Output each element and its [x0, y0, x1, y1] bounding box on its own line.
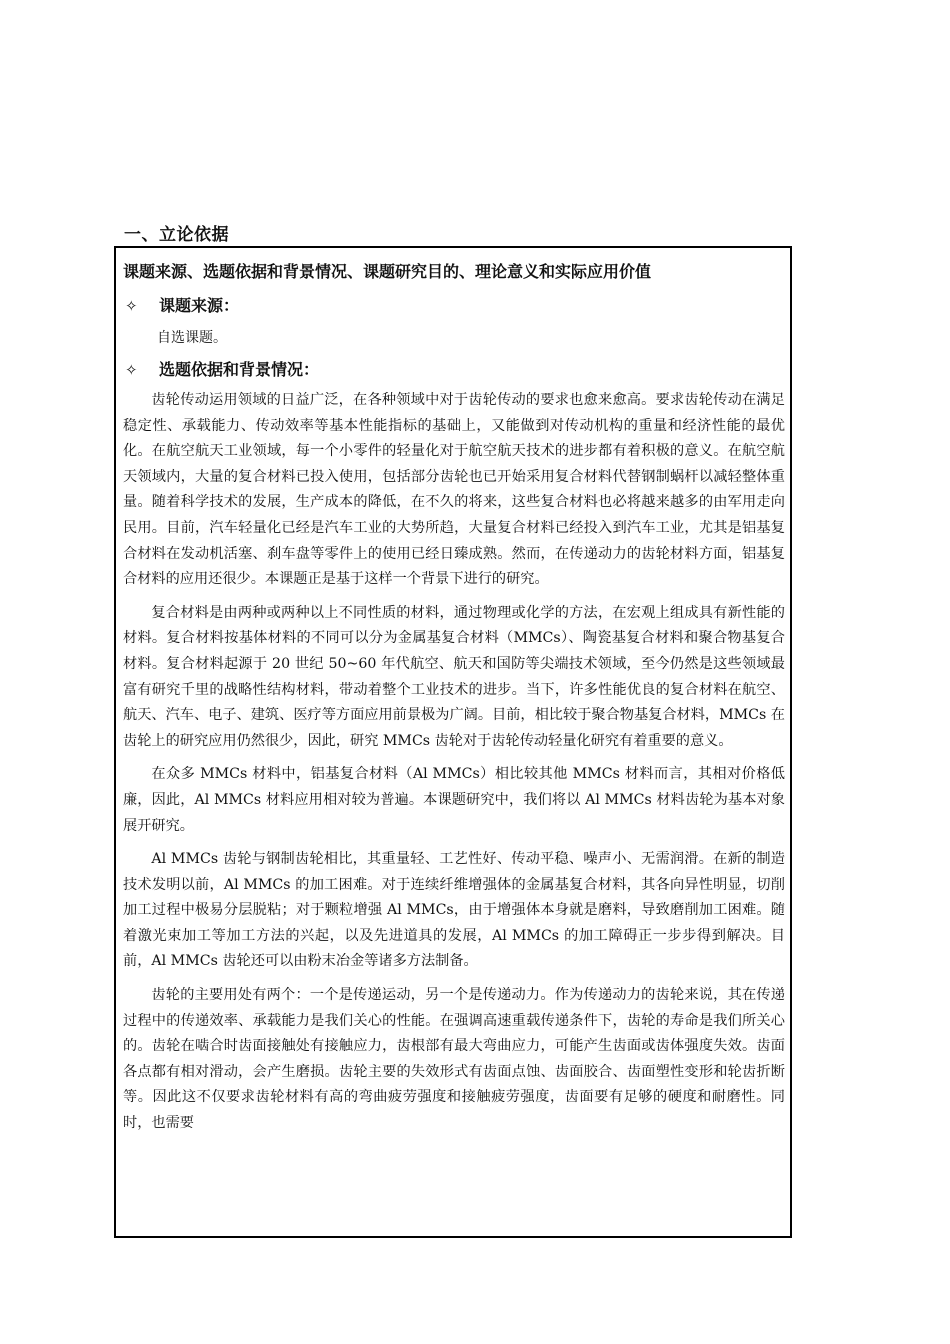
source-text: 自选课题。	[157, 330, 227, 346]
box-title: 课题来源、选题依据和背景情况、课题研究目的、理论意义和实际应用价值	[123, 262, 652, 281]
paragraph-2: 复合材料是由两种或两种以上不同性质的材料，通过物理或化学的方法，在宏观上组成具有新性能的材料。复合材料按基体材料的不同可以分为金属基复合材料（MMCs）、陶瓷基复合材料和聚合物基复合材料。复合材料起源于 20 世纪 50~60 年代航空、航天和国防等尖端技术领域，至今仍然是这些领域最富有研究千里的战略性结构材料，带动着整个工业技术的进步。当下，许多性能优良的复合材料在航空、航天、汽车、电子、建筑、医疗等方面应用前景极为广阔。目前，相比较于聚合物基复合材料，MMCs 在齿轮上的研究应用仍然很少，因此，研究 MMCs 齿轮对于齿轮传动轻量化研究有着重要的意义。	[123, 604, 785, 749]
source-heading	[123, 294, 785, 318]
paragraph-5: 齿轮的主要用处有两个：一个是传递运动，另一个是传递动力。作为传递动力的齿轮来说，其在传递过程中的传递效率、承载能力是我们关心的性能。在强调高速重载传递条件下，齿轮的寿命是我们所关心的。齿轮在啮合时齿面接触处有接触应力，齿根部有最大弯曲应力，可能产生齿面或齿体强度失效。齿面各点都有相对滑动，会产生磨损。齿轮主要的失效形式有齿面点蚀、齿面胶合、齿面塑性变形和轮齿折断等。因此这不仅要求齿轮材料有高的弯曲疲劳强度和接触疲劳强度，齿面要有足够的硬度和耐磨性。同时，也需要	[123, 987, 785, 1132]
background-heading-label: 选题依据和背景情况：	[159, 360, 320, 379]
source-section	[123, 294, 785, 350]
content-box-inner	[123, 260, 785, 1145]
paragraph-1: 齿轮传动运用领域的日益广泛，在各种领域中对于齿轮传动的要求也愈来愈高。要求齿轮传动在满足稳定性、承载能力、传动效率等基本性能指标的基础上，又能做到对传动机构的重量和经济性能的最优化。在航空航天工业领域，每一个小零件的轻量化对于航空航天技术的进步都有着积极的意义。在航空航天领域内，大量的复合材料已投入使用，包括部分齿轮也已开始采用复合材料代替钢制蜗杆以减轻整体重量。随着科学技术的发展，生产成本的降低，在不久的将来，这些复合材料也必将越来越多的由军用走向民用。目前，汽车轻量化已经是汽车工业的大势所趋，大量复合材料已经投入到汽车工业，尤其是铝基复合材料在发动机活塞、刹车盘等零件上的使用已经日臻成熟。然而，在传递动力的齿轮材料方面，铝基复合材料的应用还很少。本课题正是基于这样一个背景下进行的研究。	[123, 392, 785, 588]
source-heading-label: 课题来源：	[159, 296, 240, 315]
diamond-bullet-icon: ✧	[125, 361, 138, 379]
diamond-bullet-icon: ✧	[125, 297, 138, 315]
background-heading	[123, 358, 785, 382]
content-box	[114, 246, 792, 1238]
paragraph-3: 在众多 MMCs 材料中，铝基复合材料（Al MMCs）相比较其他 MMCs 材料而言，其相对价格低廉，因此，Al MMCs 材料应用相对较为普遍。本课题研究中，我们将以 Al MMCs 材料齿轮为基本对象展开研究。	[123, 766, 785, 834]
paragraph-4: Al MMCs 齿轮与钢制齿轮相比，其重量轻、工艺性好、传动平稳、噪声小、无需润滑。在新的制造技术发明以前，Al MMCs 的加工困难。对于连续纤维增强体的金属基复合材料，其各向异性明显，切削加工过程中极易分层脱粘；对于颗粒增强 Al MMCs，由于增强体本身就是磨料，导致磨削加工困难。随着激光束加工等加工方法的兴起，以及先进道具的发展，Al MMCs 的加工障碍正一步步得到解决。目前，Al MMCs 齿轮还可以由粉末冶金等诸多方法制备。	[123, 851, 785, 970]
background-section	[123, 358, 785, 382]
section-heading: 一、立论依据	[124, 225, 229, 245]
